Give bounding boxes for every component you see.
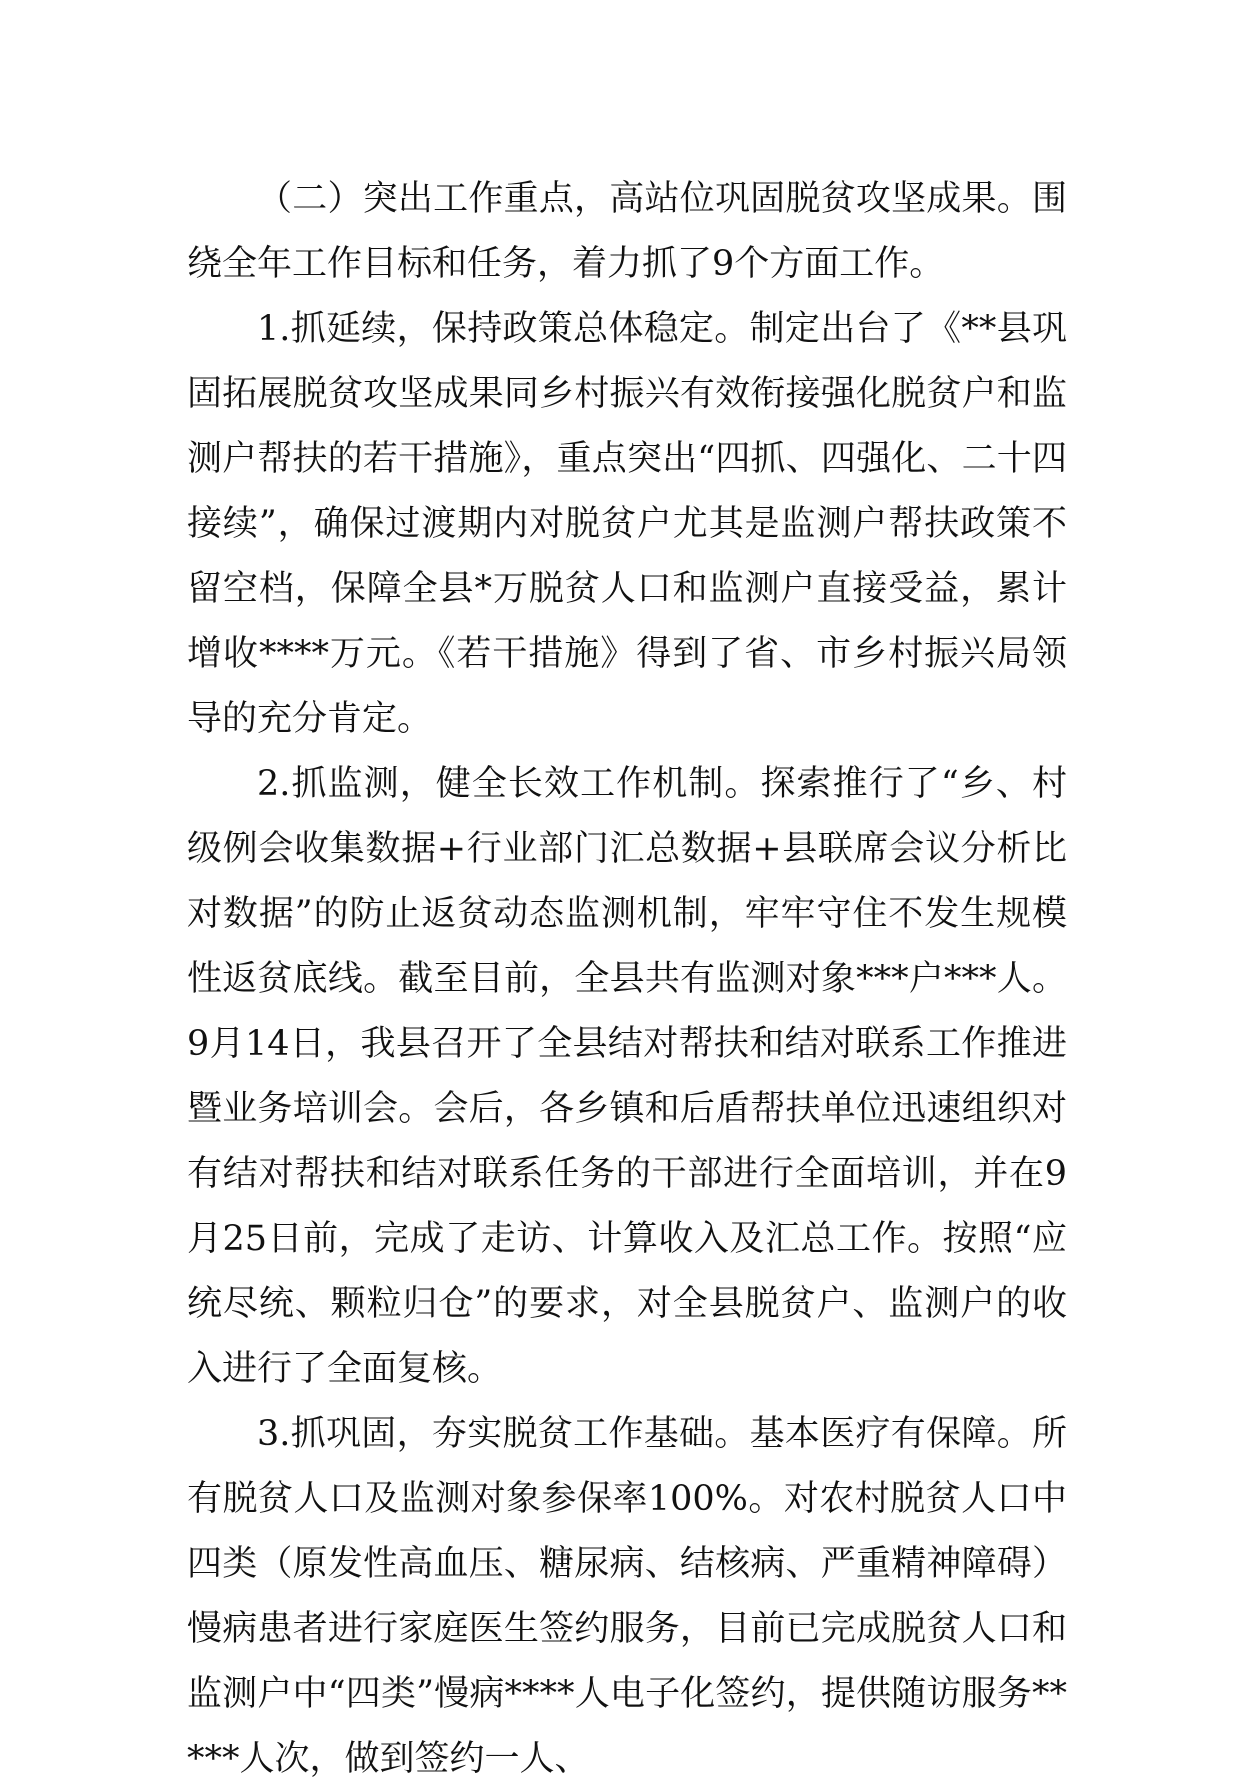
paragraph-item-1-continuity: 1.抓延续，保持政策总体稳定。制定出台了《**县巩固拓展脱贫攻坚成果同乡村振兴有效衔接强化脱贫户和监测户帮扶的若干措施》，重点突出“四抓、四强化、二十四接续”，确保过渡期内对脱贫户尤其是监测户帮扶政策不留空档，保障全县*万脱贫人口和监测户直接受益，累计增收****万元。《若干措施》得到了省、市乡村振兴局领导的充分肯定。 <box>187 309 1067 739</box>
document-body <box>187 167 1067 1792</box>
paragraph-item-2-monitoring: 2.抓监测，健全长效工作机制。探索推行了“乡、村级例会收集数据+行业部门汇总数据+县联席会议分析比对数据”的防止返贫动态监测机制，牢牢守住不发生规模性返贫底线。截至目前，全县共有监测对象***户***人。9月14日，我县召开了全县结对帮扶和结对联系工作推进暨业务培训会。会后，各乡镇和后盾帮扶单位迅速组织对有结对帮扶和结对联系任务的干部进行全面培训，并在9月25日前，完成了走访、计算收入及汇总工作。按照“应统尽统、颗粒归仓”的要求，对全县脱贫户、监测户的收入进行了全面复核。 <box>187 764 1067 1389</box>
paragraph-item-3-consolidation: 3.抓巩固，夯实脱贫工作基础。基本医疗有保障。所有脱贫人口及监测对象参保率100%。对农村脱贫人口中四类（原发性高血压、糖尿病、结核病、严重精神障碍）慢病患者进行家庭医生签约服务，目前已完成脱贫人口和监测户中“四类”慢病****人电子化签约，提供随访服务*****人次，做到签约一人、 <box>187 1414 1067 1779</box>
paragraph-section-2-heading: （二）突出工作重点，高站位巩固脱贫攻坚成果。围绕全年工作目标和任务，着力抓了9个方面工作。 <box>187 179 1067 284</box>
